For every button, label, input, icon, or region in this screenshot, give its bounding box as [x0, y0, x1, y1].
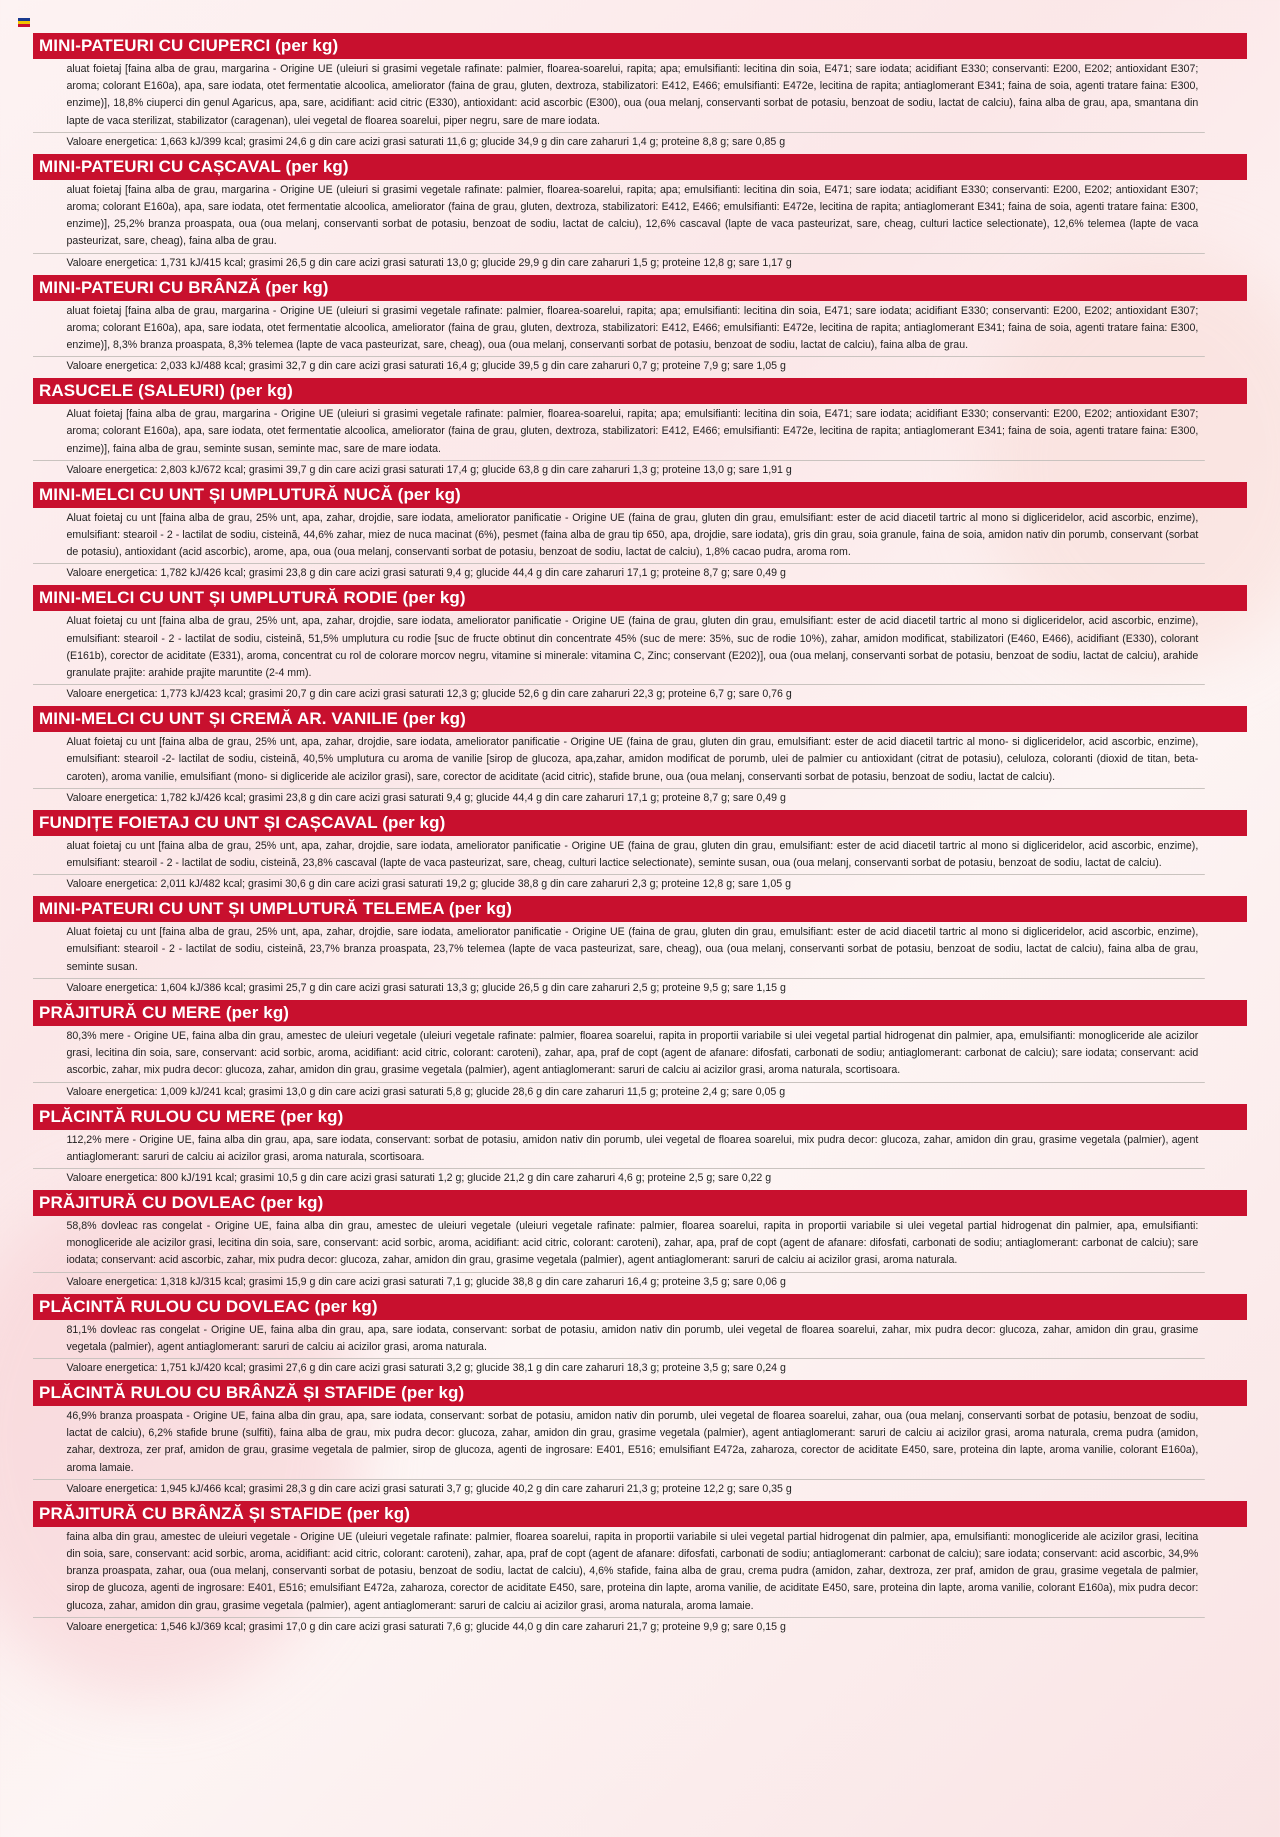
nutrition-values: Valoare energetica: 800 kJ/191 kcal; grasimi 10,5 g din care acizi grasi saturati 1,2 g; glucide 21,2 g din care zaharuri 4,6 g; proteine 2,5 g; sare 0,22 g — [33, 1168, 1205, 1190]
ingredients-text: aluat foietaj cu unt [faina alba de grau, 25% unt, apa, zahar, drojdie, sare iodata, ameliorator panificatie - Origine UE (faina de grau, gluten din grau, emulsifiant: ester de acid diacetil tartric al mono si digliceridelor, acid ascorbic, enzime), emulsifiant: stearoil - 2 - lactilat de sodiu, cisteină, 23,8% cascaval (lapte de vaca pasteurizat, sare, cheag, culturi lactice selectionate), seminte susan, oua (oua melanj, conservanti sorbat de potasiu, benzoat de sodiu, lactat de calciu). — [66, 839, 1199, 870]
nutrition-values: Valoare energetica: 1,773 kJ/423 kcal; grasimi 20,7 g din care acizi grasi saturati 12,3 g; glucide 52,6 g din care zaharuri 22,3 g; proteine 6,7 g; sare 0,76 g — [33, 684, 1205, 706]
nutrition-values: Valoare energetica: 2,033 kJ/488 kcal; grasimi 32,7 g din care acizi grasi saturati 16,4 g; glucide 39,5 g din care zaharuri 0,7 g; proteine 7,9 g; sare 1,05 g — [33, 356, 1205, 378]
product-title: PRĂJITURĂ CU DOVLEAC (per kg) — [33, 1190, 1247, 1216]
product-section — [33, 378, 1247, 482]
ingredients-block — [33, 611, 1247, 684]
romanian-flag-icon — [18, 18, 30, 27]
ingredients-text: Aluat foietaj cu unt [faina alba de grau, 25% unt, apa, zahar, drojdie, sare iodata, ameliorator panificatie - Origine UE (faina de grau, gluten din grau, emulsifiant: ester de acid diacetil tartric al mono si digliceridelor, acid ascorbic, enzime), emulsifiant: stearoil - 2 - lactilat de sodiu, cisteină, 51,5% umplutura cu rodie [suc de fructe obtinut din concentrate 45% (suc de mere: 35%, suc de rodie 10%), zahar, amidon modificat, stabilizatori (E460, E466), acidifiant (E330), colorant (E161b), corector de aciditate (E331), aroma, concentrat cu rol de colorare morcov negru, vitamine si minerale: vitamina C, Zinc; conservant (E202)], oua (oua melanj, conservanti sorbat de potasiu, benzoat de sodiu, lactat de calciu), arahide granulate prajite: arahide prajite maruntite (2-4 mm). — [66, 615, 1199, 680]
ingredients-text: 81,1% dovleac ras congelat - Origine UE, faina alba din grau, apa, sare iodata, conservant: sorbat de potasiu, amidon nativ din porumb, ulei vegetal de floarea soarelui, zahar, mix pudra decor: glucoza, zahar, amidon din grau, grasime vegetala (palmier), agent antiaglomerant: saruri de calciu ai acizilor grasi, aroma naturala. — [66, 1323, 1199, 1353]
product-section — [33, 1190, 1247, 1294]
product-section — [33, 585, 1247, 706]
ingredients-text: Aluat foietaj cu unt [faina alba de grau, 25% unt, apa, zahar, drojdie, sare iodata, ameliorator panificatie - Origine UE (faina de grau, gluten din grau, emulsifiant: ester de acid diacetil tartric al mono si digliceridelor, acid ascorbic, enzime), emulsifiant: stearoil - 2 - lactilat de sodiu, cisteină, 44,6% zahar, miez de nuca macinat (6%), pesmet (faina alba de grau tip 650, apa, drojdie, sare iodata), gris din grau, soia granule, faina de soia, amidon nativ din porumb, conservant (sorbat de potasiu), antioxidant (acid ascorbic), arome, apa, oua (oua melanj, conservanti sorbat de potasiu, benzoat de sodiu, lactat de calciu), 1,8% cacao pudra, aroma rom. — [66, 511, 1199, 559]
product-section — [33, 810, 1247, 896]
product-section — [33, 706, 1247, 810]
ingredients-text: Aluat foietaj cu unt [faina alba de grau, 25% unt, apa, zahar, drojdie, sare iodata, ameliorator panificatie - Origine UE (faina de grau, gluten din grau, emulsifiant: ester de acid diacetil tartric al mono- si digliceridelor, acid ascorbic, enzime), emulsifiant: stearoil -2- lactilat de sodiu, cisteină, 40,5% umplutura cu aroma de vanilie [sirop de glucoza, apa,zahar, amidon modificat de porumb, ulei de palmier cu antioxidant (citrat de potasiu), celuloza, coloranti (dioxid de titan, beta-caroten), aroma vanilie, emulsifiant (mono- si digliceride ale acizilor grasi), sare, corector de aciditate (acid citric), stafide brune, oua (oua melanj, conservanti sorbat de potasiu, benzoat de sodiu, lactat de calciu). — [66, 736, 1199, 783]
product-title: MINI-PATEURI CU CIUPERCI (per kg) — [33, 33, 1247, 59]
product-section — [33, 896, 1247, 1000]
product-section — [33, 1294, 1247, 1380]
ingredients-block — [33, 404, 1247, 460]
nutrition-values: Valoare energetica: 1,782 kJ/426 kcal; grasimi 23,8 g din care acizi grasi saturati 9,4 g; glucide 44,4 g din care zaharuri 17,1 g; proteine 8,7 g; sare 0,49 g — [33, 563, 1205, 585]
product-section — [33, 1104, 1247, 1190]
nutrition-values: Valoare energetica: 1,318 kJ/315 kcal; grasimi 15,9 g din care acizi grasi saturati 7,1 g; glucide 38,8 g din care zaharuri 16,4 g; proteine 3,5 g; sare 0,06 g — [33, 1272, 1205, 1294]
nutrition-values: Valoare energetica: 1,663 kJ/399 kcal; grasimi 24,6 g din care acizi grasi saturati 11,6 g; glucide 34,9 g din care zaharuri 1,4 g; proteine 8,8 g; sare 0,85 g — [33, 132, 1205, 154]
ingredients-text: aluat foietaj [faina alba de grau, margarina - Origine UE (uleiuri si grasimi vegetale rafinate: palmier, floarea-soarelui, rapita; apa; emulsifianti: lecitina din soia, E471; sare iodata; acidifiant E330; conservanti: E200, E202; antioxidant E307; aroma; colorant E160a), apa, sare iodata, otet fermentatie alcoolica, ameliorator (faina de grau, gluten, dextroza, stabilizatori: E412, E466; emulsifianti: E472e, lecitina de rapita; antiaglomerant E341; faina de soia, agenti tratare faina: E300, enzime)], 25,2% branza proaspata, oua (oua melanj, conservanti sorbat de potasiu, benzoat de sodiu, lactat de calciu), 12,6% cascaval (lapte de vaca pasteurizat, sare, cheag, culturi lactice selectionate), 12,6% telemea (lapte de vaca pasteurizat, sare, cheag), faina alba de grau. — [66, 183, 1199, 248]
product-title: MINI-MELCI CU UNT ȘI UMPLUTURĂ RODIE (per kg) — [33, 585, 1247, 611]
ingredients-text: faina alba din grau, amestec de uleiuri vegetale - Origine UE (uleiuri vegetale rafinate: palmier, floarea soarelui, rapita in proportii variabile si ulei vegetal partial hidrogenat din palmier, apa, emulsifianti: monogliceride ale acizilor grasi, lecitina din soia, sare, conservant: acid sorbic, aroma, acidifiant: acid citric, colorant: caroteni), zahar, apa, praf de copt (agent de afanare: difosfati, carbonati de sodiu; antiaglomerant: carbonat de calciu); sare iodata; conservant: acid ascorbic, 34,9% branza proaspata, zahar, oua (oua melanj, conservanti sorbat de potasiu, benzoat de sodiu, lactat de calciu), 4,6% stafide, faina alba de grau, crema pudra (amidon, zahar, dextroza, zer praf, amidon de grau, grasime vegetala de palmier, sirop de glucoza, agenti de ingrosare: E401, E516; emulsifiant E472a, zaharoza, corector de aciditate E450, sare, proteina din lapte, aroma vanilie, de aciditate E450, sare, proteina din lapte, aroma vanilie, colorant E160a), mix pudra decor: glucoza, zahar, amidon din grau, grasime vegetala (palmier), agent antiaglomerant: saruri de calciu ai acizilor grasi, aroma naturala, aroma lamaie. — [66, 1530, 1199, 1612]
product-title: MINI-PATEURI CU CAȘCAVAL (per kg) — [33, 154, 1247, 180]
product-title: MINI-PATEURI CU UNT ȘI UMPLUTURĂ TELEMEA (per kg) — [33, 896, 1247, 922]
product-section — [33, 1000, 1247, 1104]
nutrition-values: Valoare energetica: 2,803 kJ/672 kcal; grasimi 39,7 g din care acizi grasi saturati 17,4 g; glucide 63,8 g din care zaharuri 1,3 g; proteine 13,0 g; sare 1,91 g — [33, 460, 1205, 482]
nutrition-values: Valoare energetica: 1,731 kJ/415 kcal; grasimi 26,5 g din care acizi grasi saturati 13,0 g; glucide 29,9 g din care zaharuri 1,5 g; proteine 12,8 g; sare 1,17 g — [33, 253, 1205, 275]
nutrition-values: Valoare energetica: 1,782 kJ/426 kcal; grasimi 23,8 g din care acizi grasi saturati 9,4 g; glucide 44,4 g din care zaharuri 17,1 g; proteine 8,7 g; sare 0,49 g — [33, 788, 1205, 810]
ingredients-block — [33, 836, 1247, 874]
product-title: PLĂCINTĂ RULOU CU BRÂNZĂ ȘI STAFIDE (per kg) — [33, 1380, 1247, 1406]
ingredients-block — [33, 1527, 1247, 1617]
ingredients-text: Aluat foietaj cu unt [faina alba de grau, 25% unt, apa, zahar, drojdie, sare iodata, ameliorator panificatie - Origine UE (faina de grau, gluten din grau, emulsifiant: ester de acid diacetil tartric al mono si digliceridelor, acid ascorbic, enzime), emulsifiant: stearoil - 2 - lactilat de sodiu, cisteină, 23,7% branza proaspata, 23,7% telemea (lapte de vaca pasteurizat, sare, cheag), oua (oua melanj, conservanti sorbat de potasiu, benzoat de sodiu, lactat de calciu), faina alba de grau, seminte susan. — [66, 926, 1199, 973]
product-section — [33, 33, 1247, 154]
nutrition-values: Valoare energetica: 1,751 kJ/420 kcal; grasimi 27,6 g din care acizi grasi saturati 3,2 g; glucide 38,1 g din care zaharuri 18,3 g; proteine 3,5 g; sare 0,24 g — [33, 1358, 1205, 1380]
ingredients-block — [33, 1320, 1247, 1358]
ingredients-block — [33, 1406, 1247, 1479]
nutrition-values: Valoare energetica: 1,009 kJ/241 kcal; grasimi 13,0 g din care acizi grasi saturati 5,8 g; glucide 28,6 g din care zaharuri 11,5 g; proteine 2,4 g; sare 0,05 g — [33, 1082, 1205, 1104]
nutrition-values: Valoare energetica: 1,546 kJ/369 kcal; grasimi 17,0 g din care acizi grasi saturati 7,6 g; glucide 44,0 g din care zaharuri 21,7 g; proteine 9,9 g; sare 0,15 g — [33, 1617, 1205, 1639]
product-title: PLĂCINTĂ RULOU CU DOVLEAC (per kg) — [33, 1294, 1247, 1320]
ingredients-block — [33, 180, 1247, 253]
ingredients-text: 112,2% mere - Origine UE, faina alba din grau, apa, sare iodata, conservant: sorbat de potasiu, amidon nativ din porumb, ulei vegetal de floarea soarelui, mix pudra decor: glucoza, zahar, amidon din grau, grasime vegetala (palmier), agent antiaglomerant: saruri de calciu ai acizilor grasi, aroma naturala, scortisoara. — [66, 1133, 1199, 1163]
ingredients-text: aluat foietaj [faina alba de grau, margarina - Origine UE (uleiuri si grasimi vegetale rafinate: palmier, floarea-soarelui, rapita; apa; emulsifianti: lecitina din soia, E471; sare iodata; acidifiant E330; conservanti: E200, E202; antioxidant E307; aroma; colorant E160a), apa, sare iodata, otet fermentatie alcoolica, ameliorator (faina de grau, gluten, dextroza, stabilizatori: E412, E466; emulsifianti: E472e, lecitina de rapita; antiaglomerant E341; faina de soia, agenti tratare faina: E300, enzime)], 8,3% branza proaspata, 8,3% telemea (lapte de vaca pasteurizat, sare, cheag), oua (oua melanj, conservanti sorbat de potasiu, benzoat de sodiu, lactat de calciu), faina alba de grau. — [66, 304, 1199, 352]
ingredients-block — [33, 1026, 1247, 1082]
ingredients-text: aluat foietaj [faina alba de grau, margarina - Origine UE (uleiuri si grasimi vegetale rafinate: palmier, floarea-soarelui, rapita; apa; emulsifianti: lecitina din soia, E471; sare iodata; acidifiant E330; conservanti: E200, E202; antioxidant E307; aroma; colorant E160a), apa, sare iodata, otet fermentatie alcoolica, ameliorator (faina de grau, gluten, dextroza, stabilizatori: E412, E466; emulsifianti: E472e, lecitina de rapita; antiaglomerant E341; faina de soia, agenti tratare faina: E300, enzime)], 18,8% ciuperci din genul Agaricus, apa, sare, acidifiant: acid citric (E330), antioxidant: acid ascorbic (E300), oua (oua melanj, conservanti sorbat de potasiu, benzoat de sodiu, lactat de calciu), faina alba de grau, apa, smantana din lapte de vaca sterilizat, stabilizator (caragenan), ulei vegetal de floarea soarelui, piper negru, sare de mare iodata. — [66, 63, 1199, 127]
ingredients-block — [33, 301, 1247, 357]
ingredients-block — [33, 1130, 1247, 1168]
nutrition-values: Valoare energetica: 1,604 kJ/386 kcal; grasimi 25,7 g din care acizi grasi saturati 13,3 g; glucide 26,5 g din care zaharuri 2,5 g; proteine 9,5 g; sare 1,15 g — [33, 978, 1205, 1000]
product-title: PLĂCINTĂ RULOU CU MERE (per kg) — [33, 1104, 1247, 1130]
product-title: PRĂJITURĂ CU BRÂNZĂ ȘI STAFIDE (per kg) — [33, 1501, 1247, 1527]
ingredients-block — [33, 59, 1247, 132]
product-section — [33, 1501, 1247, 1639]
product-title: PRĂJITURĂ CU MERE (per kg) — [33, 1000, 1247, 1026]
product-section — [33, 482, 1247, 586]
ingredients-block — [33, 732, 1247, 788]
product-title: FUNDIȚE FOIETAJ CU UNT ȘI CAȘCAVAL (per kg) — [33, 810, 1247, 836]
ingredients-block — [33, 922, 1247, 978]
nutrition-values: Valoare energetica: 1,945 kJ/466 kcal; grasimi 28,3 g din care acizi grasi saturati 3,7 g; glucide 40,2 g din care zaharuri 21,3 g; proteine 12,2 g; sare 0,35 g — [33, 1479, 1205, 1501]
ingredients-block — [33, 508, 1247, 564]
ingredients-text: 58,8% dovleac ras congelat - Origine UE, faina alba din grau, amestec de uleiuri vegetale (uleiuri vegetale rafinate: palmier, floarea soarelui, rapita in proportii variabile si ulei vegetal partial hidrogenat din palmier, apa, emulsifianti: monogliceride ale acizilor grasi, lecitina din soia, sare, conservant: acid sorbic, aroma, acidifiant: acid citric, colorant: caroteni), zahar, apa, praf de copt (agent de afanare: difosfati, carbonati de sodiu; antiaglomerant: carbonat de calciu); sare iodata; conservant: acid ascorbic, zahar, mix pudra decor: glucoza, zahar, amidon din grau, grasime vegetala (palmier), agent antiaglomerant: saruri de calciu ai acizilor grasi, aroma naturala. — [66, 1219, 1199, 1267]
product-section — [33, 154, 1247, 275]
ingredients-text: 80,3% mere - Origine UE, faina alba din grau, amestec de uleiuri vegetale (uleiuri vegetale rafinate: palmier, floarea soarelui, rapita in proportii variabile si ulei vegetal partial hidrogenat din palmier, apa, emulsifianti: monogliceride ale acizilor grasi, lecitina din soia, sare, conservant: acid sorbic, aroma, acidifiant: acid citric, colorant: caroteni), zahar, apa, praf de copt (agent de afanare: difosfati, carbonati de sodiu; antiaglomerant: carbonat de calciu); sare iodata; conservant: acid ascorbic, zahar, mix pudra decor: glucoza, zahar, amidon din grau, grasime vegetala (palmier), agent antiaglomerant: saruri de calciu ai acizilor grasi, aroma naturala, scortisoara. — [66, 1029, 1199, 1077]
product-title: MINI-PATEURI CU BRÂNZĂ (per kg) — [33, 275, 1247, 301]
ingredients-sheet — [33, 33, 1247, 1639]
product-title: RASUCELE (SALEURI) (per kg) — [33, 378, 1247, 404]
product-title: MINI-MELCI CU UNT ȘI CREMĂ AR. VANILIE (per kg) — [33, 706, 1247, 732]
ingredients-block — [33, 1216, 1247, 1272]
ingredients-text: Aluat foietaj [faina alba de grau, margarina - Origine UE (uleiuri si grasimi vegetale rafinate: palmier, floarea-soarelui, rapita; apa; emulsifianti: lecitina din soia, E471; sare iodata; acidifiant E330; conservanti: E200, E202; antioxidant E307; aroma; colorant E160a), apa, sare iodata, otet fermentatie alcoolica, ameliorator (faina de grau, gluten, dextroza, stabilizatori: E412, E466; emulsifianti: E472e, lecitina de rapita; antiaglomerant E341; faina de soia, agenti tratare faina: E300, enzime)], faina alba de grau, seminte susan, seminte mac, sare de mare iodata. — [66, 408, 1199, 455]
ingredients-text: 46,9% branza proaspata - Origine UE, faina alba din grau, apa, sare iodata, conservant: sorbat de potasiu, amidon nativ din porumb, ulei vegetal de floarea soarelui, zahar, oua (oua melanj, conservanti sorbat de potasiu, benzoat de sodiu, lactat de calciu), 6,2% stafide brune (sulfiti), faina alba de grau, mix pudra decor: glucoza, zahar, amidon din grau, grasime vegetala (palmier), agent antiaglomerant: saruri de calciu ai acizilor grasi, aroma naturala, crema pudra (amidon, zahar, dextroza, zer praf, amidon de grau, grasime vegetala de palmier, sirop de glucoza, agenti de ingrosare: E401, E516; emulsifiant E472a, zaharoza, corector de aciditate E450, sare, proteina din lapte, aroma vanilie, colorant E160a), aroma lamaie. — [66, 1409, 1199, 1474]
nutrition-values: Valoare energetica: 2,011 kJ/482 kcal; grasimi 30,6 g din care acizi grasi saturati 19,2 g; glucide 38,8 g din care zaharuri 2,3 g; proteine 12,8 g; sare 1,05 g — [33, 874, 1205, 896]
product-section — [33, 275, 1247, 379]
product-section — [33, 1380, 1247, 1501]
product-title: MINI-MELCI CU UNT ȘI UMPLUTURĂ NUCĂ (per kg) — [33, 482, 1247, 508]
